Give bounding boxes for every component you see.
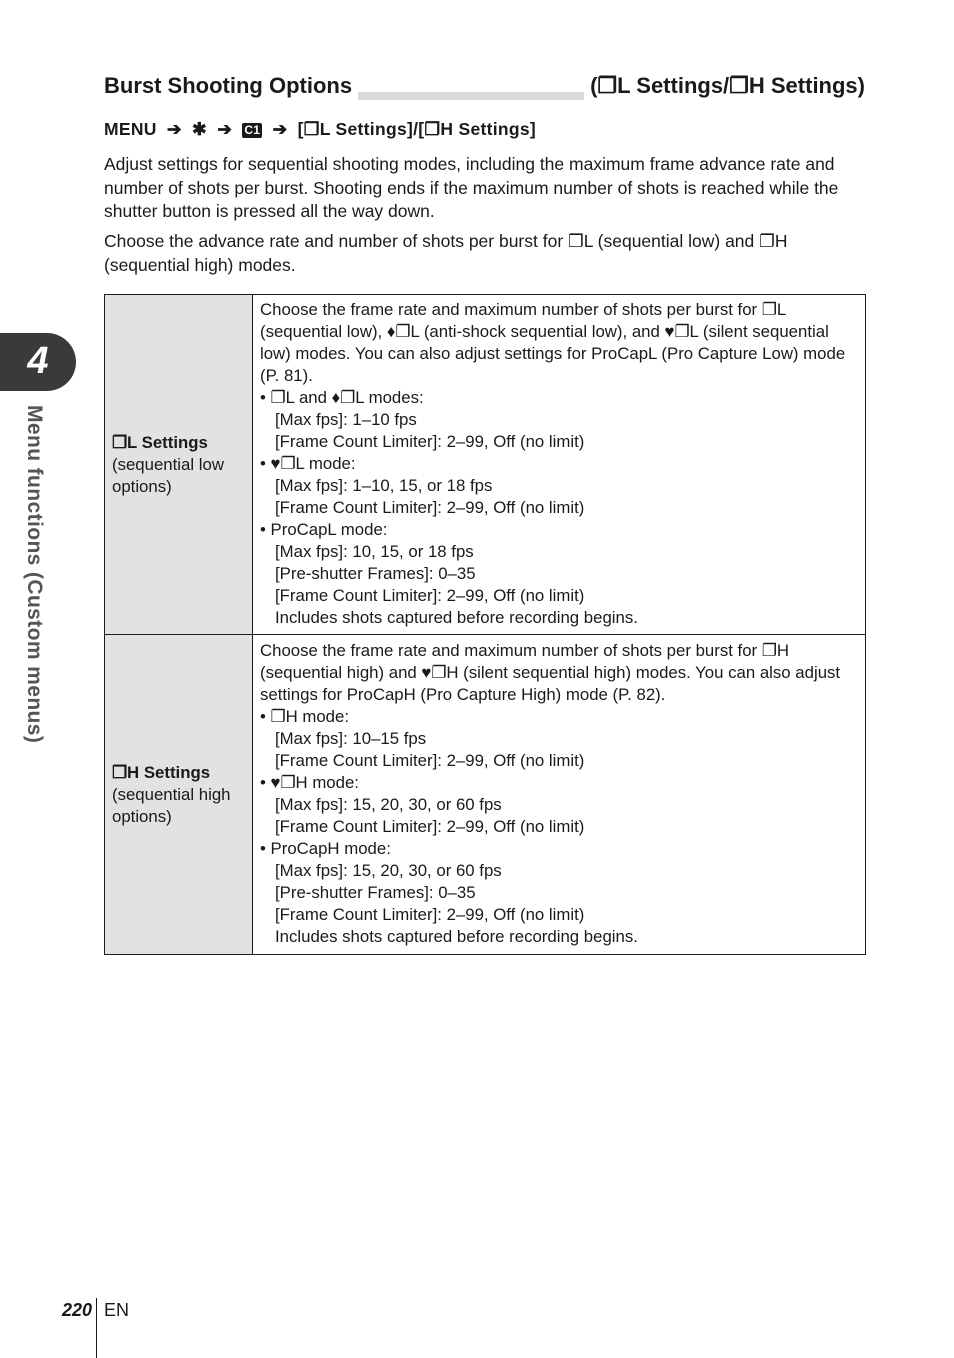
setting-value: [Frame Count Limiter]: 2–99, Off (no limit) — [275, 498, 585, 517]
bullet-item: • ProCapH mode: — [260, 839, 391, 858]
description-text: Choose the frame rate and maximum number of shots per burst for ❐L (sequential low), ♦❐L (anti-shock sequential low), and ♥❐L (silent sequential low) modes. You can also adjust settings for ProCapL (Pro Capture Low) mode (P. 81). — [260, 300, 846, 385]
chapter-tab — [0, 333, 76, 391]
section-heading — [104, 72, 865, 100]
setting-value: [Pre-shutter Frames]: 0–35 — [275, 883, 476, 902]
row-label-subtitle: (sequential high options) — [112, 784, 231, 826]
footer-divider — [96, 1298, 97, 1358]
arrow-right-icon: ➔ — [272, 119, 288, 139]
arrow-right-icon: ➔ — [166, 119, 182, 139]
setting-value: [Max fps]: 15, 20, 30, or 60 fps — [275, 795, 502, 814]
row-label — [105, 635, 253, 955]
setting-value: [Max fps]: 1–10, 15, or 18 fps — [275, 476, 493, 495]
row-description — [253, 295, 866, 635]
setting-value: [Frame Count Limiter]: 2–99, Off (no limit) — [275, 586, 585, 605]
intro-paragraph: Adjust settings for sequential shooting modes, including the maximum frame advance rate and number of shots per burst. Shooting ends if the maximum number of shots is reached while the shutter button is pressed all the way down. — [104, 154, 839, 221]
custom-menu-tab-icon: C1 — [244, 123, 261, 137]
menu-target: [❐L Settings]/[❐H Settings] — [297, 119, 537, 139]
chapter-number: 4 — [27, 340, 49, 382]
setting-value: [Frame Count Limiter]: 2–99, Off (no limit) — [275, 905, 585, 924]
table-row — [105, 635, 866, 955]
row-label-title: ❐L Settings — [112, 432, 208, 452]
gear-icon: ✱ — [192, 119, 208, 139]
setting-note: Includes shots captured before recording begins. — [275, 927, 638, 946]
menu-path — [104, 119, 536, 140]
setting-value: [Frame Count Limiter]: 2–99, Off (no limit) — [275, 817, 585, 836]
row-label-title: ❐H Settings — [112, 762, 211, 782]
bullet-item: • ♥❐L mode: — [260, 454, 356, 473]
setting-value: [Frame Count Limiter]: 2–99, Off (no limit) — [275, 432, 585, 451]
bullet-item: • ProCapL mode: — [260, 520, 388, 539]
table-row — [105, 295, 866, 635]
setting-value: [Max fps]: 10–15 fps — [275, 729, 427, 748]
row-label-subtitle: (sequential low options) — [112, 454, 224, 496]
setting-note: Includes shots captured before recording begins. — [275, 608, 638, 627]
setting-value: [Max fps]: 10, 15, or 18 fps — [275, 542, 474, 561]
setting-value: [Max fps]: 1–10 fps — [275, 410, 417, 429]
settings-table — [104, 294, 866, 955]
page-number: 220 — [61, 1300, 92, 1320]
chapter-title: Menu functions (Custom menus) — [23, 405, 46, 744]
intro-paragraph-modes: Choose the advance rate and number of shots per burst for ❐L (sequential low) and ❐H (sequential high) modes. — [104, 231, 788, 275]
arrow-right-icon: ➔ — [217, 119, 233, 139]
menu-label: MENU — [104, 119, 157, 139]
setting-value: [Frame Count Limiter]: 2–99, Off (no limit) — [275, 751, 585, 770]
setting-value: [Pre-shutter Frames]: 0–35 — [275, 564, 476, 583]
row-description — [253, 635, 866, 955]
bullet-item: • ❐H mode: — [260, 707, 350, 726]
section-subtitle: (❐L Settings/❐H Settings) — [584, 72, 865, 100]
section-title: Burst Shooting Options — [104, 72, 358, 100]
row-label — [105, 295, 253, 635]
language-code: EN — [104, 1300, 130, 1320]
bullet-item: • ❐L and ♦❐L modes: — [260, 388, 424, 407]
description-text: Choose the frame rate and maximum number of shots per burst for ❐H (sequential high) and ♥❐H (silent sequential high) modes. You can also adjust settings for ProCapH (Pro Capture High) mode (P. 82). — [260, 641, 841, 704]
setting-value: [Max fps]: 15, 20, 30, or 60 fps — [275, 861, 502, 880]
bullet-item: • ♥❐H mode: — [260, 773, 359, 792]
